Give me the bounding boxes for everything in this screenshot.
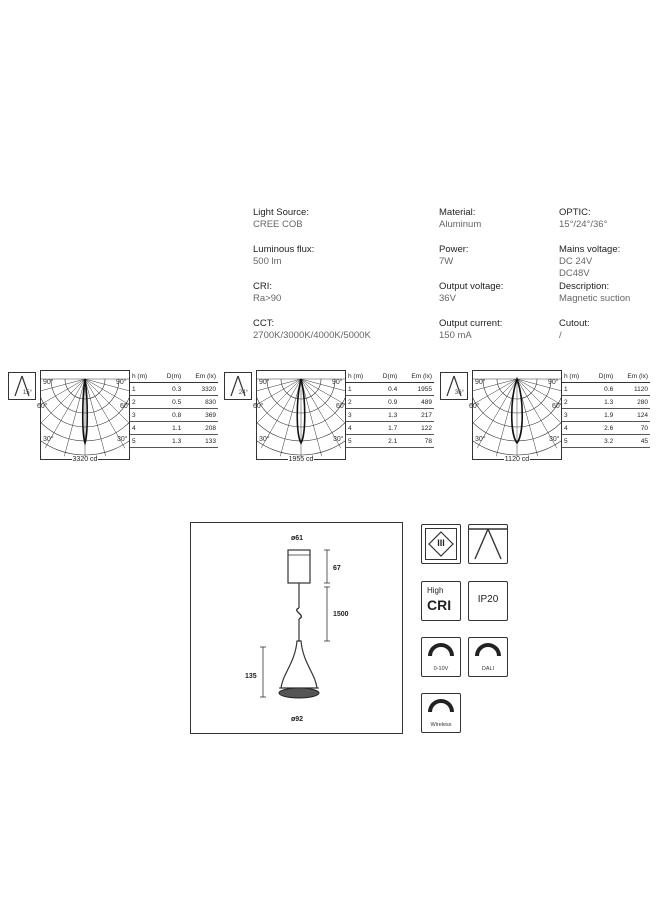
pendant-drawing	[191, 523, 402, 733]
table-cell: 1.9	[589, 409, 615, 422]
table-row	[562, 396, 650, 409]
table-header-row	[130, 370, 218, 383]
table-cell: 369	[183, 409, 218, 422]
column-header: D(m)	[157, 370, 183, 383]
table-row	[346, 409, 434, 422]
angle-label: 60°	[552, 403, 563, 410]
table-cell: 2	[346, 396, 373, 409]
table-cell: 830	[183, 396, 218, 409]
table-cell: 5	[130, 435, 157, 448]
dimming-0-10v-icon	[421, 637, 461, 677]
table-cell: 5	[562, 435, 589, 448]
angle-label: 60°	[253, 403, 264, 410]
spec-value: /	[559, 330, 562, 341]
table-row	[562, 435, 650, 448]
table-cell: 78	[399, 435, 434, 448]
table-cell: 1.7	[373, 422, 399, 435]
dimming-wireless-icon	[421, 693, 461, 733]
angle-label: 30°	[475, 436, 486, 443]
ip20-icon	[468, 581, 508, 621]
spec-label: Output current:	[439, 318, 503, 329]
table-cell: 0.5	[157, 396, 183, 409]
angle-label: 60°	[120, 403, 131, 410]
column-header: D(m)	[373, 370, 399, 383]
spec-mains-voltage	[559, 244, 620, 280]
table-cell: 208	[183, 422, 218, 435]
spec-value: 150 mA	[439, 330, 472, 341]
spec-label: CCT:	[253, 318, 275, 329]
table-cell: 4	[346, 422, 373, 435]
table-cell: 45	[615, 435, 650, 448]
table-cell: 1.3	[589, 396, 615, 409]
high-cri-icon	[421, 581, 461, 621]
table-cell: 4	[562, 422, 589, 435]
column-header: Em (lx)	[399, 370, 434, 383]
class-iii-icon	[421, 524, 461, 564]
spec-luminous-flux	[253, 244, 314, 268]
table-cell: 2.1	[373, 435, 399, 448]
table-cell: 122	[399, 422, 434, 435]
angle-label: 30°	[259, 436, 270, 443]
spec-cct	[253, 318, 371, 342]
table-row	[346, 396, 434, 409]
table-row	[562, 422, 650, 435]
spec-label: OPTIC:	[559, 207, 591, 218]
peak-intensity-label: 3320 cd	[72, 456, 98, 463]
class-iii-label: III	[437, 538, 445, 548]
dimming-0-10v-label: 0-10V	[433, 666, 449, 672]
table-cell: 3	[130, 409, 157, 422]
angle-label: 30°	[43, 436, 54, 443]
table-cell: 489	[399, 396, 434, 409]
table-cell: 280	[615, 396, 650, 409]
spec-label: Description:	[559, 281, 610, 292]
table-cell: 1	[562, 383, 589, 396]
table-cell: 3	[346, 409, 373, 422]
illuminance-table	[130, 370, 218, 448]
peak-intensity-label: 1120 cd	[504, 456, 530, 463]
beam-angle-label: 36°	[454, 390, 464, 396]
table-cell: 3	[562, 409, 589, 422]
table-cell: 1120	[615, 383, 650, 396]
table-header-row	[562, 370, 650, 383]
table-header-row	[346, 370, 434, 383]
angle-label: 90°	[116, 379, 127, 386]
table-cell: 1955	[399, 383, 434, 396]
angle-label: 60°	[336, 403, 347, 410]
beam-angle-label: 15°	[22, 390, 32, 396]
spec-label: Output voltage:	[439, 281, 504, 292]
table-row	[346, 435, 434, 448]
ip20-label: IP20	[477, 594, 499, 605]
angle-label: 30°	[333, 436, 344, 443]
spec-value: Ra>90	[253, 293, 282, 304]
table-cell: 2	[130, 396, 157, 409]
spec-value: DC 24V	[559, 256, 593, 267]
table-cell: 1.1	[157, 422, 183, 435]
angle-label: 90°	[259, 379, 270, 386]
dim-cable-length: 1500	[333, 611, 349, 618]
illuminance-table	[562, 370, 650, 448]
angle-label: 90°	[475, 379, 486, 386]
table-cell: 70	[615, 422, 650, 435]
spec-output-current	[439, 318, 502, 342]
technical-drawing	[190, 522, 403, 734]
spec-value: CREE COB	[253, 219, 303, 230]
spec-cri	[253, 281, 281, 305]
angle-label: 90°	[548, 379, 559, 386]
peak-intensity-label: 1955 cd	[288, 456, 314, 463]
table-cell: 2	[562, 396, 589, 409]
spec-label: Light Source:	[253, 207, 309, 218]
angle-label: 30°	[117, 436, 128, 443]
table-cell: 5	[346, 435, 373, 448]
spec-value: Aluminum	[439, 219, 482, 230]
high-cri-bottom: CRI	[427, 597, 452, 613]
column-header: Em (lx)	[615, 370, 650, 383]
table-row	[346, 422, 434, 435]
beam-angle-icon	[8, 372, 36, 400]
spec-label: Luminous flux:	[253, 244, 315, 255]
angle-label: 90°	[332, 379, 343, 386]
high-cri-top: High	[427, 586, 444, 595]
table-cell: 1.3	[157, 435, 183, 448]
spec-label: CRI:	[253, 281, 272, 292]
table-cell: 0.4	[373, 383, 399, 396]
table-cell: 1	[130, 383, 157, 396]
spec-label: Power:	[439, 244, 469, 255]
column-header: h (m)	[130, 370, 157, 383]
table-row	[130, 409, 218, 422]
spec-value: 500 lm	[253, 256, 282, 267]
table-cell: 4	[130, 422, 157, 435]
angle-label: 30°	[549, 436, 560, 443]
table-cell: 1.3	[373, 409, 399, 422]
spec-value: 7W	[439, 256, 454, 267]
angle-label: 60°	[37, 403, 48, 410]
table-cell: 1	[346, 383, 373, 396]
beam-angle-icon	[468, 524, 508, 564]
spec-value: Magnetic suction	[559, 293, 631, 304]
table-row	[562, 383, 650, 396]
class-iii-frame	[425, 528, 457, 560]
column-header: D(m)	[589, 370, 615, 383]
spec-label: Material:	[439, 207, 476, 218]
beam-angle-label: 24°	[238, 390, 248, 396]
table-cell: 124	[615, 409, 650, 422]
table-row	[130, 422, 218, 435]
angle-label: 60°	[469, 403, 480, 410]
spec-value: 15°/24°/36°	[559, 219, 608, 230]
spec-value: 36V	[439, 293, 456, 304]
dimming-wireless-label: Wireless	[430, 722, 452, 728]
spec-description	[559, 281, 630, 305]
table-row	[130, 435, 218, 448]
table-row	[130, 396, 218, 409]
table-cell: 3.2	[589, 435, 615, 448]
table-cell: 2.6	[589, 422, 615, 435]
dim-bottom-diameter: ø92	[291, 716, 304, 723]
spec-cutout	[559, 318, 590, 342]
dim-top-diameter: ø61	[291, 535, 304, 542]
dimming-dali-icon	[468, 637, 508, 677]
table-row	[130, 383, 218, 396]
beam-angle-icon	[224, 372, 252, 400]
table-cell: 0.3	[157, 383, 183, 396]
angle-label: 90°	[43, 379, 54, 386]
spec-label: Cutout:	[559, 318, 590, 329]
spec-power	[439, 244, 469, 268]
spec-value: DC48V	[559, 268, 590, 279]
table-row	[346, 383, 434, 396]
column-header: h (m)	[562, 370, 589, 383]
beam-angle-icon	[440, 372, 468, 400]
spec-value: 2700K/3000K/4000K/5000K	[253, 330, 371, 341]
table-cell: 133	[183, 435, 218, 448]
spec-output-voltage	[439, 281, 503, 305]
table-row	[562, 409, 650, 422]
column-header: h (m)	[346, 370, 373, 383]
table-cell: 0.8	[157, 409, 183, 422]
table-cell: 3320	[183, 383, 218, 396]
spec-optic	[559, 207, 607, 231]
spec-material	[439, 207, 481, 231]
dimming-dali-label: DALI	[481, 666, 495, 672]
illuminance-table	[346, 370, 434, 448]
spec-light-source	[253, 207, 309, 231]
spec-label: Mains voltage:	[559, 244, 621, 255]
table-cell: 217	[399, 409, 434, 422]
dim-can-height: 67	[333, 565, 341, 572]
dim-head-height: 135	[245, 673, 257, 680]
table-cell: 0.9	[373, 396, 399, 409]
table-cell: 0.6	[589, 383, 615, 396]
column-header: Em (lx)	[183, 370, 218, 383]
